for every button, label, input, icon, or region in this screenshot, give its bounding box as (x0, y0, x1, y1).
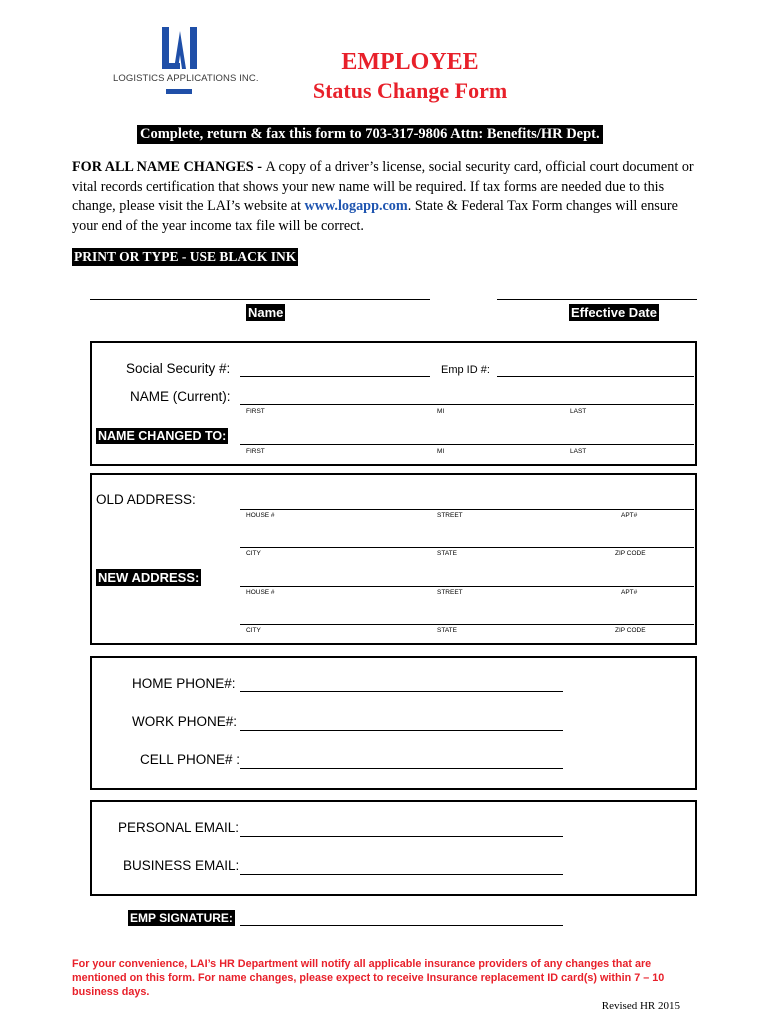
old-apt-caption: APT# (621, 512, 638, 519)
emp-id-label: Emp ID #: (441, 364, 490, 376)
ssn-label: Social Security #: (126, 361, 231, 376)
name-label: Name (248, 305, 284, 320)
name-changed-mi-caption: MI (437, 448, 445, 455)
business-email-input-line[interactable] (240, 874, 563, 875)
form-title (300, 47, 520, 105)
effective-date-label: Effective Date (571, 305, 657, 320)
cell-phone-label: CELL PHONE# : (140, 752, 241, 767)
name-current-first-caption: FIRST (246, 408, 265, 415)
emp-id-input-line[interactable] (497, 376, 694, 377)
insurance-notice: For your convenience, LAI’s HR Department will notify all applicable insurance providers of any changes that are mentioned on this form. For name changes, please expect to receive Insurance replacement ID card(s) within 7 – 10 business days. (72, 958, 665, 998)
intro-text-2: . State & Federal Tax Form changes will ensure your end of the year income tax file will be correct. (72, 198, 678, 234)
old-address-label: OLD ADDRESS: (96, 492, 196, 507)
new-city-caption: CITY (246, 627, 261, 634)
email-section (90, 800, 697, 896)
new-address-street-line[interactable] (240, 586, 694, 587)
old-state-caption: STATE (437, 550, 457, 557)
old-address-street-line[interactable] (240, 509, 694, 510)
new-street-caption: STREET (437, 589, 463, 596)
new-address-label: NEW ADDRESS: (98, 570, 200, 585)
lai-logo-icon (160, 27, 200, 95)
print-instructions: PRINT OR TYPE - USE BLACK INK (74, 249, 297, 264)
intro-text-1: A copy of a driver’s license, social security card, official court document or vital records certification that shows your new name will be required. If tax forms are needed due to this change, please visit the LAI’s website at (72, 159, 694, 214)
signature-input-line[interactable] (240, 925, 563, 926)
home-phone-label: HOME PHONE#: (132, 676, 236, 691)
work-phone-label: WORK PHONE#: (132, 714, 238, 729)
ssn-input-line[interactable] (240, 376, 430, 377)
new-house-caption: HOUSE # (246, 589, 275, 596)
cell-phone-input-line[interactable] (240, 768, 563, 769)
old-house-caption: HOUSE # (246, 512, 275, 519)
new-zip-caption: ZIP CODE (615, 627, 646, 634)
name-current-mi-caption: MI (437, 408, 445, 415)
old-address-city-line[interactable] (240, 547, 694, 548)
effective-date-input-line[interactable] (497, 299, 697, 300)
title-line-1: EMPLOYEE (341, 49, 479, 75)
name-current-input-line[interactable] (240, 404, 694, 405)
fax-instructions: Complete, return & fax this form to 703-317-9806 Attn: Benefits/HR Dept. (137, 125, 603, 144)
name-current-label: NAME (Current): (130, 389, 231, 404)
new-address-city-line[interactable] (240, 624, 694, 625)
name-input-line[interactable] (90, 299, 430, 300)
personal-email-label: PERSONAL EMAIL: (118, 820, 240, 835)
name-changed-input-line[interactable] (240, 444, 694, 445)
home-phone-input-line[interactable] (240, 691, 563, 692)
old-city-caption: CITY (246, 550, 261, 557)
website-link[interactable]: www.logapp.com (304, 198, 408, 214)
intro-lead: FOR ALL NAME CHANGES - (72, 159, 266, 175)
name-change-instructions (72, 158, 702, 236)
new-state-caption: STATE (437, 627, 457, 634)
name-changed-last-caption: LAST (570, 448, 587, 455)
business-email-label: BUSINESS EMAIL: (123, 858, 240, 873)
signature-label: EMP SIGNATURE: (130, 911, 233, 925)
name-changed-label: NAME CHANGED TO: (98, 429, 227, 443)
company-name: LOGISTICS APPLICATIONS INC. (113, 73, 259, 84)
title-line-2: Status Change Form (312, 78, 508, 103)
personal-email-input-line[interactable] (240, 836, 563, 837)
old-street-caption: STREET (437, 512, 463, 519)
name-current-last-caption: LAST (570, 408, 587, 415)
work-phone-input-line[interactable] (240, 730, 563, 731)
revision-note: Revised HR 2015 (601, 1000, 680, 1012)
new-apt-caption: APT# (621, 589, 638, 596)
old-zip-caption: ZIP CODE (615, 550, 646, 557)
company-logo (160, 27, 200, 95)
name-changed-first-caption: FIRST (246, 448, 265, 455)
